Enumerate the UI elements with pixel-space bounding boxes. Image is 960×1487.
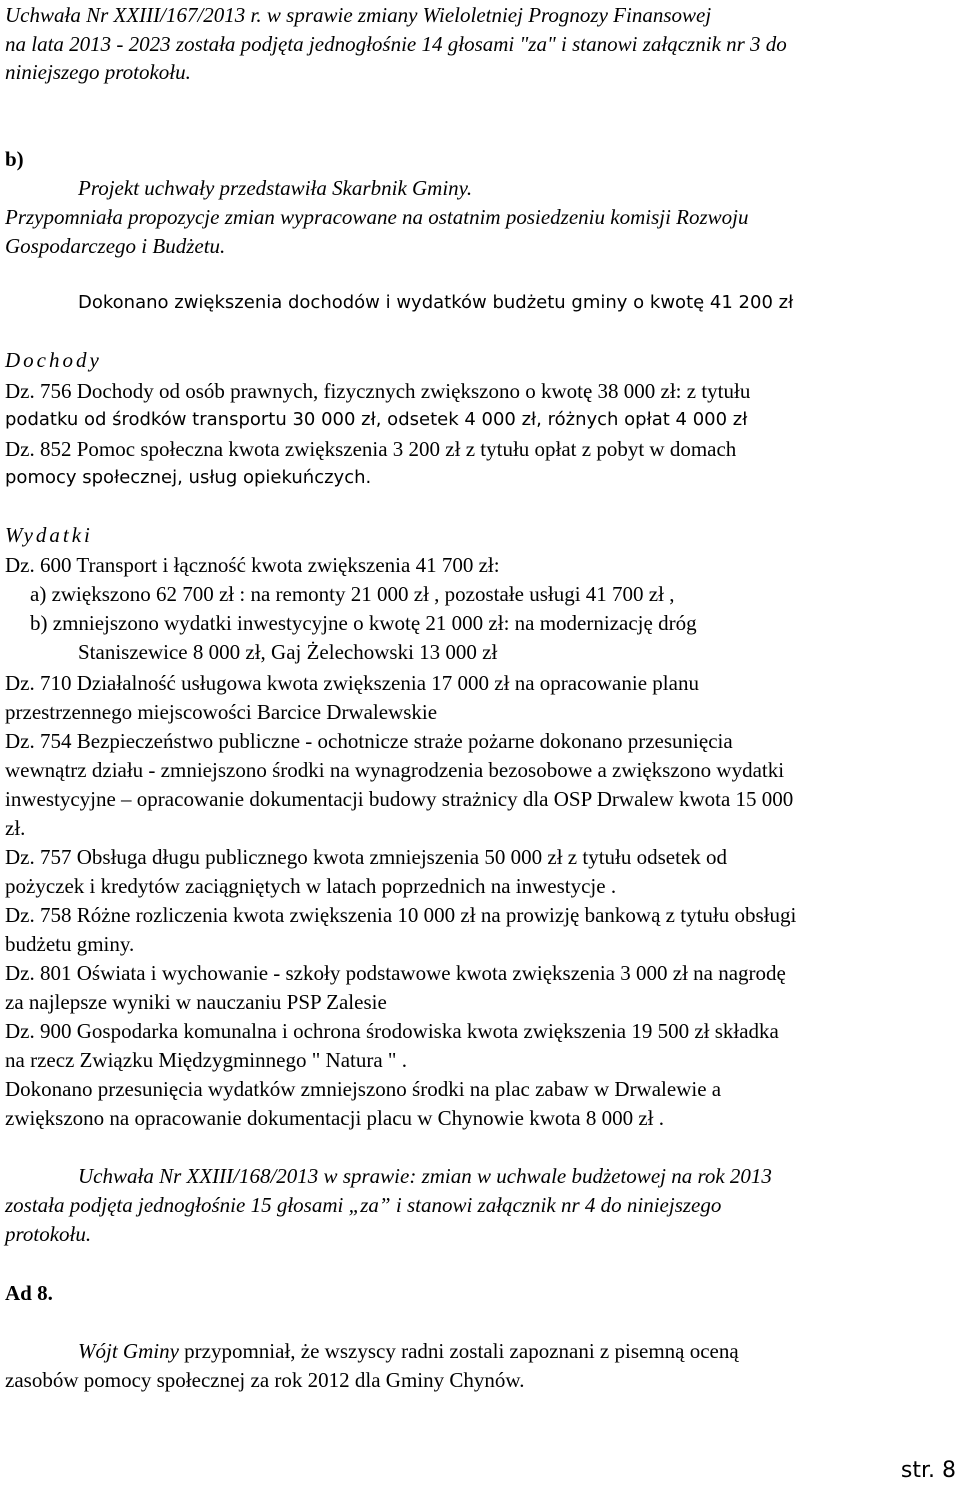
dochody-line-2: podatku od środków transportu 30 000 zł, odsetek 4 000 zł, różnych opłat 4 000 zł <box>5 409 748 430</box>
wydatki-line-4: wewnątrz działu - zmniejszono środki na wynagrodzenia bezosobowe a zwiększono wydatki <box>5 758 785 782</box>
uchwala168-line-3: protokołu. <box>5 1222 92 1246</box>
projekt-line-3: Gospodarczego i Budżetu. <box>5 234 226 258</box>
dochody-line-4: pomocy społecznej, usług opiekuńczych. <box>5 467 372 488</box>
dochody-line-3: Dz. 852 Pomoc społeczna kwota zwiększenia 3 200 zł z tytułu opłat z pobyt w domach <box>5 437 737 461</box>
wydatki-line-7: Dz. 757 Obsługa długu publicznego kwota zmniejszenia 50 000 zł z tytułu odsetek od <box>5 845 728 869</box>
wydatki-line-5: inwestycyjne – opracowanie dokumentacji budowy strażnicy dla OSP Drwalew kwota 15 000 <box>5 787 794 811</box>
wydatki-line-2: przestrzennego miejscowości Barcice Drwalewskie <box>5 700 438 724</box>
wydatki-line-1: Dz. 710 Działalność usługowa kwota zwiększenia 17 000 zł na opracowanie planu <box>5 671 699 695</box>
wydatki-line-14: na rzecz Związku Międzygminnego " Natura " . <box>5 1048 407 1072</box>
projekt-line-1: Projekt uchwały przedstawiła Skarbnik Gminy. <box>78 176 473 200</box>
intro-line-3: niniejszego protokołu. <box>5 60 191 84</box>
uchwala168-line-2: została podjęta jednogłośnie 15 głosami „za” i stanowi załącznik nr 4 do niniejszego <box>5 1193 722 1217</box>
section-b-label: b) <box>5 147 24 171</box>
wojt-line-1 <box>78 1338 739 1364</box>
page-number: str. 8 <box>900 1458 956 1483</box>
dz600-item-b: b) zmniejszono wydatki inwestycyjne o kwotę 21 000 zł: na modernizację dróg <box>30 611 697 635</box>
intro-line-1: Uchwała Nr XXIII/167/2013 r. w sprawie zmiany Wieloletniej Prognozy Finansowej <box>5 3 712 27</box>
ad8-heading: Ad 8. <box>5 1281 53 1305</box>
wydatki-line-8: pożyczek i kredytów zaciągniętych w latach poprzednich na inwestycje . <box>5 874 617 898</box>
uchwala168-line-1: Uchwała Nr XXIII/168/2013 w sprawie: zmian w uchwale budżetowej na rok 2013 <box>78 1164 772 1188</box>
dz600-item-a: a) zwiększono 62 700 zł : na remonty 21 000 zł , pozostałe usługi 41 700 zł , <box>30 582 675 606</box>
wydatki-heading: Wydatki <box>5 523 93 547</box>
wojt-line-2: zasobów pomocy społecznej za rok 2012 dla Gminy Chynów. <box>5 1368 525 1392</box>
dochody-line-1: Dz. 756 Dochody od osób prawnych, fizycznych zwiększono o kwotę 38 000 zł: z tytułu <box>5 379 751 403</box>
wydatki-line-15: Dokonano przesunięcia wydatków zmniejszono środki na plac zabaw w Drwalewie a <box>5 1077 722 1101</box>
summary-line: Dokonano zwiększenia dochodów i wydatków budżetu gminy o kwotę 41 200 zł <box>78 292 794 313</box>
dz600-line: Dz. 600 Transport i łączność kwota zwiększenia 41 700 zł: <box>5 553 500 577</box>
projekt-line-2: Przypomniała propozycje zmian wypracowane na ostatnim posiedzeniu komisji Rozwoju <box>5 205 749 229</box>
wojt-text: przypomniał, że wszyscy radni zostali zapoznani z pisemną oceną <box>178 1339 739 1363</box>
wydatki-line-6: zł. <box>5 816 26 840</box>
wydatki-line-9: Dz. 758 Różne rozliczenia kwota zwiększenia 10 000 zł na prowizję bankową z tytułu obsługi <box>5 903 797 927</box>
wojt-subject: Wójt Gminy <box>78 1339 179 1363</box>
wydatki-line-12: za najlepsze wyniki w nauczaniu PSP Zalesie <box>5 990 387 1014</box>
wydatki-line-10: budżetu gminy. <box>5 932 135 956</box>
wydatki-line-16: zwiększono na opracowanie dokumentacji placu w Chynowie kwota 8 000 zł . <box>5 1106 664 1130</box>
dochody-heading: Dochody <box>5 348 102 372</box>
dz600-item-b-cont: Staniszewice 8 000 zł, Gaj Żelechowski 13 000 zł <box>78 640 498 664</box>
wydatki-line-3: Dz. 754 Bezpieczeństwo publiczne - ochotnicze straże pożarne dokonano przesunięcia <box>5 729 733 753</box>
wydatki-line-11: Dz. 801 Oświata i wychowanie - szkoły podstawowe kwota zwiększenia 3 000 zł na nagrodę <box>5 961 786 985</box>
intro-line-2: na lata 2013 - 2023 została podjęta jednogłośnie 14 głosami "za" i stanowi załącznik nr 3 do <box>5 32 787 56</box>
wydatki-line-13: Dz. 900 Gospodarka komunalna i ochrona środowiska kwota zwiększenia 19 500 zł składka <box>5 1019 779 1043</box>
